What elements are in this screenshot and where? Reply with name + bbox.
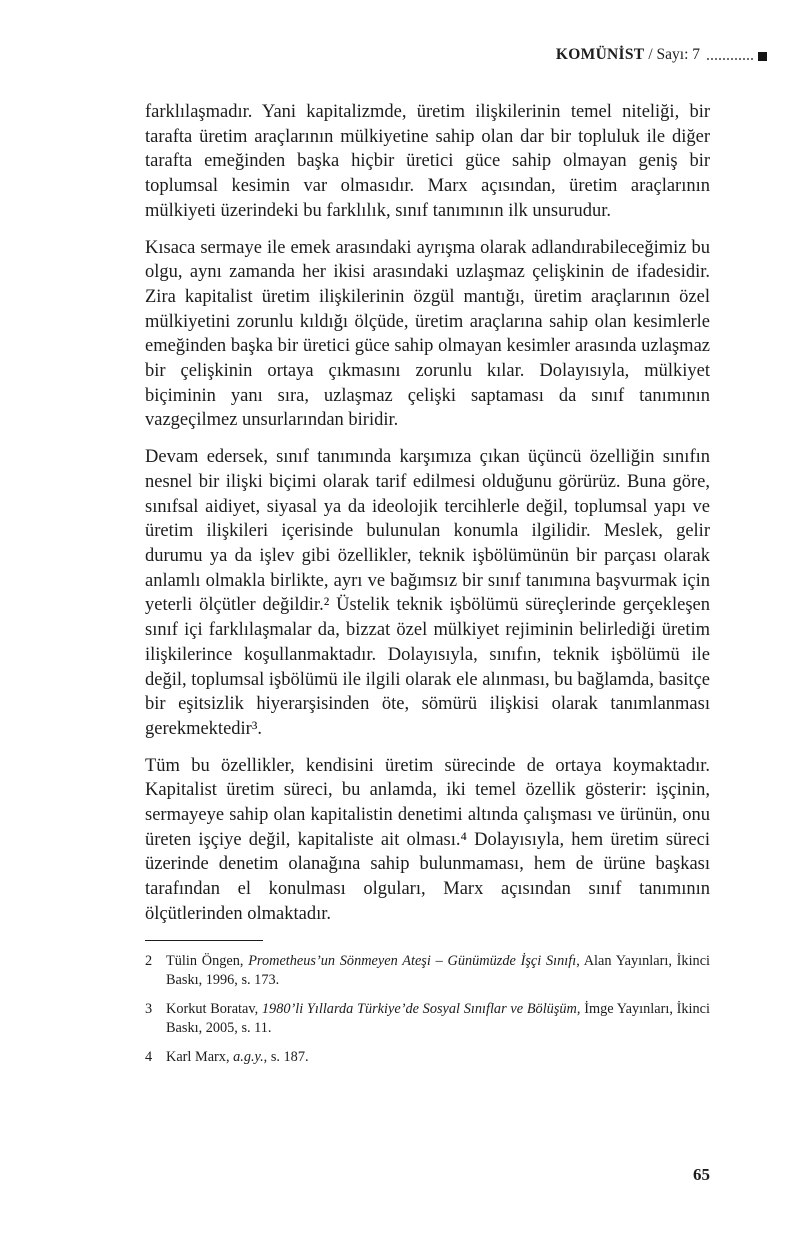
footnote-number: 4 [145, 1048, 153, 1065]
footnote-work-title: Prometheus’un Sönmeyen Ateşi – Günümüzde İşçi Sınıfı [248, 952, 577, 969]
footnote-author: Tülin Öngen, [166, 952, 249, 969]
square-bullet-icon [758, 52, 767, 61]
dotted-leader-line [707, 55, 753, 60]
footnote-2 [145, 952, 710, 991]
footnote-number: 3 [145, 1000, 153, 1017]
footnotes-section [145, 952, 710, 1068]
body-paragraph-1: farklılaşmadır. Yani kapitalizmde, üretim ilişkilerinin temel niteliği, bir tarafta üretim araçlarının mülkiyetine sahip olan dar bir topluluk ile diğer tarafta emeğinden başka hiçbir üretici güce sahip olmayan geniş bir toplumsal kesimin var olmasıdır. Marx açısından, üretim araçlarının mülkiyeti üzerindeki bu farklılık, sınıf tanımının ilk unsurudur. [145, 102, 710, 221]
footnote-author: Korkut Boratav, [166, 1000, 262, 1017]
footnote-publication: , İmge Yayınları, İkinci Baskı, 2005, s. 11. [166, 1000, 710, 1037]
footnote-publication: , Alan Yayınları, İkinci Baskı, 1996, s. 173. [166, 952, 711, 989]
body-paragraph-2: Kısaca sermaye ile emek arasındaki ayrışma olarak adlandırabileceğimiz bu olgu, aynı zamanda her ikisi arasındaki uzlaşmaz çelişkinin de ifadesidir. Zira kapitalist üretim ilişkilerinin özgül mantığı, üretim araçlarının özel mülkiyetini zorunlu kıldığı ölçüde, üretim araçlarına sahip olan kesimlerle emeğinden başka bir üretici güce sahip olmayan kesimler arasında uzlaşmaz bir çelişkinin ortaya çıkmasını zorunlu kılar. Dolayısıyla, mülkiyet biçiminin yanı sıra, uzlaşmaz çelişki saptaması da sınıf tanımının vazgeçilmez unsurlarından biridir. [145, 237, 710, 431]
footnote-3 [145, 1000, 710, 1039]
issue-label: / Sayı: 7 [644, 46, 700, 63]
footnote-4 [145, 1048, 710, 1068]
article-body [145, 100, 710, 927]
footnote-separator-rule [145, 940, 263, 941]
body-paragraph-3: Devam edersek, sınıf tanımında karşımıza çıkan üçüncü özelliğin sınıfın nesnel bir ilişki biçimi olarak tarif edilmesi olduğunu görürüz. Buna göre, sınıfsal aidiyet, siyasal ya da ideolojik tercihlerle değil, toplumsal yapı ve üretim ilişkileri içerisinde bulunulan konumla ilgilidir. Meslek, gelir durumu ya da işlev gibi özellikler, teknik işbölümünün bir parçası olarak anlamlı olmakla birlikte, ayrı ve bağımsız bir sınıf tanımına başvurmak için yeterli ölçütler değildir.² Üstelik teknik işbölümü süreçlerinde gerçekleşen sınıf içi farklılaşmalar da, bizzat özel mülkiyet rejiminin belirlediği üretim ilişkilerince koşullanmaktadır. Dolayısıyla, sınıfın, teknik işbölümü ile değil, toplumsal işbölümü ile ilgili olarak ele alınması, bu bağlamda, basitçe bir eşitsizlik hiyerarşisinden öte, sömürü ilişkisi olarak tanımlanması gerekmektedir³. [145, 447, 710, 739]
footnote-work-title: 1980’li Yıllarda Türkiye’de Sosyal Sınıflar ve Bölüşüm [261, 1000, 577, 1017]
body-paragraph-4: Tüm bu özellikler, kendisini üretim sürecinde de ortaya koymaktadır. Kapitalist üretim süreci, bu anlamda, iki temel özellik gösterir: işçinin, sermayeye sahip olan kapitalistin denetimi altında çalışması ve ürünün, onu üreten işçiye değil, kapitaliste ait olması.⁴ Dolayısıyla, hem üretim süreci üzerinde denetim olanağına sahip bulunmaması, hem de ürüne başkası tarafından el konulması olguları, Marx açısından sınıf tanımının ölçütlerinden olmaktadır. [145, 755, 710, 924]
footnote-text [166, 1048, 710, 1068]
footnote-text [166, 952, 710, 991]
footnote-text [166, 1000, 710, 1039]
journal-title: KOMÜNİST [555, 46, 645, 63]
footnote-work-title: a.g.y. [233, 1048, 264, 1065]
page-header [145, 46, 767, 63]
page-number: 65 [693, 1165, 710, 1184]
footnote-author: Karl Marx, [166, 1048, 234, 1065]
footnote-publication: , s. 187. [263, 1048, 309, 1065]
footnote-number: 2 [145, 952, 153, 969]
